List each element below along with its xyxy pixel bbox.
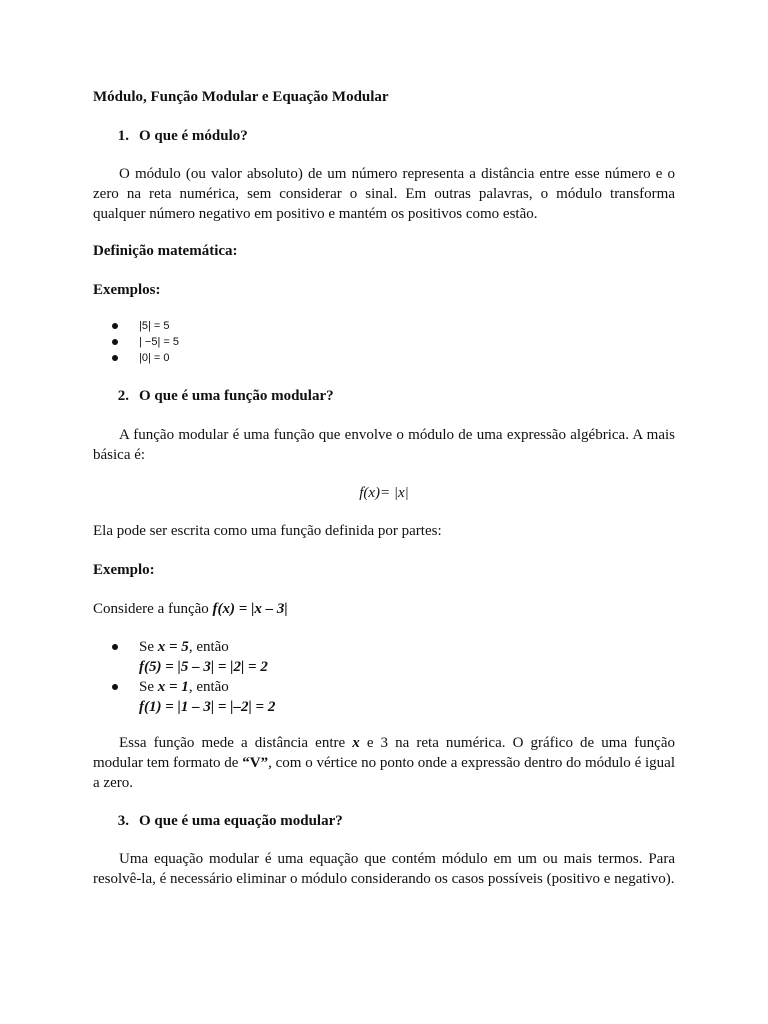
example-heading: Exemplo:: [93, 562, 155, 578]
bullet-icon: [112, 644, 118, 650]
section-2-closing-paragraph: [93, 733, 675, 793]
consider-function: f(x) = |x – 3|: [212, 601, 288, 617]
consider-prefix: Considere a função: [93, 601, 213, 617]
example-text: |5| = 5: [139, 320, 170, 332]
basic-formula: f(x)= |x|: [359, 485, 409, 501]
list-item: [112, 318, 179, 334]
section-1-title: O que é módulo?: [139, 128, 248, 144]
definition-heading: Definição matemática:: [93, 243, 238, 259]
section-3-number: 3.: [117, 813, 129, 829]
section-1-heading: [105, 126, 687, 146]
case-assign: x = 5: [157, 639, 189, 655]
list-item: [112, 637, 275, 677]
case-suffix: , então: [188, 639, 229, 655]
list-item: [112, 677, 275, 717]
examples-heading: Exemplos:: [93, 282, 161, 298]
section-1-paragraph: O módulo (ou valor absoluto) de um número representa a distância entre esse número e o zero na reta numérica, sem considerar o sinal. Em outras palavras, o módulo transforma qualquer número negativo em positivo e mantém os positivos como estão.: [93, 166, 675, 222]
examples-list: [112, 318, 179, 366]
case-prefix: Se: [139, 679, 158, 695]
section-2-heading: [105, 386, 687, 406]
case-result: f(5) = |5 – 3| = |2| = 2: [139, 659, 268, 675]
closing-text-2: e 3 na reta numérica. O gráfico de uma função modular tem formato de: [93, 735, 675, 771]
example-text: | −5| = 5: [139, 336, 179, 348]
example-text: |0| = 0: [139, 352, 170, 364]
piecewise-text: Ela pode ser escrita como uma função definida por partes:: [93, 523, 442, 539]
case-suffix: , então: [188, 679, 229, 695]
closing-x: x: [352, 735, 360, 751]
case-assign: x = 1: [157, 679, 189, 695]
closing-text-3: , com o vértice no ponto onde a expressão dentro do módulo é igual a zero.: [93, 755, 675, 791]
document-title: Módulo, Função Modular e Equação Modular: [93, 89, 389, 105]
bullet-icon: [112, 339, 118, 345]
closing-text-1: Essa função mede a distância entre: [119, 735, 353, 751]
section-2-number: 2.: [117, 388, 129, 404]
section-1-number: 1.: [117, 128, 129, 144]
bullet-icon: [112, 323, 118, 329]
bullet-icon: [112, 355, 118, 361]
cases-list: [112, 637, 275, 717]
section-3-heading: [105, 811, 687, 831]
case-prefix: Se: [139, 639, 158, 655]
consider-line: [93, 599, 675, 619]
section-2-paragraph: A função modular é uma função que envolve o módulo de uma expressão algébrica. A mais básica é:: [93, 427, 675, 463]
list-item: [112, 334, 179, 350]
list-item: [112, 350, 179, 366]
case-result: f(1) = |1 – 3| = |–2| = 2: [139, 699, 276, 715]
closing-v: “V”: [242, 755, 269, 771]
section-2-title: O que é uma função modular?: [139, 388, 334, 404]
section-3-paragraph: Uma equação modular é uma equação que contém módulo em um ou mais termos. Para resolvê-la, é necessário eliminar o módulo considerando os casos possíveis (positivo e negativo).: [93, 851, 675, 887]
section-3-title: O que é uma equação modular?: [139, 813, 343, 829]
bullet-icon: [112, 684, 118, 690]
